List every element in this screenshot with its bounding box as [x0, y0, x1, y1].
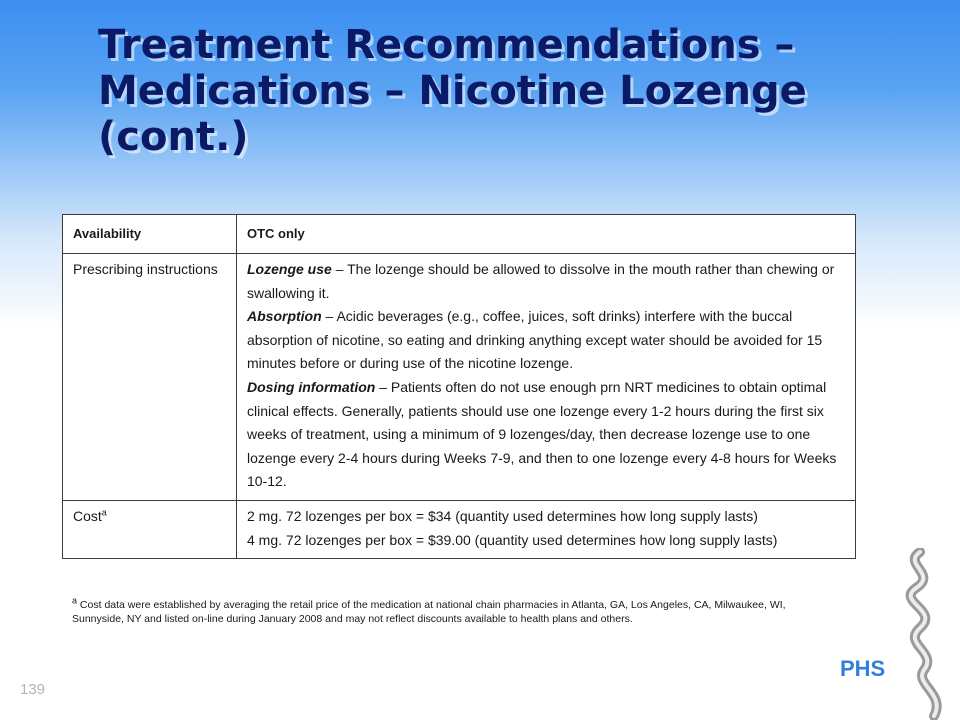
slide-title-line-3: (cont.)	[98, 114, 249, 160]
footnote-text: Cost data were established by averaging the retail price of the medication at national chain pharmacies in Atlanta, GA, Los Angeles, CA, Milwaukee, WI, Sunnyside, NY and listed on-line during January 2008 and may not reflect discounts available to health plans and others.	[72, 599, 786, 625]
dosing-text: – Patients often do not use enough prn NRT medicines to obtain optimal clinical effects. Generally, patients should use one lozenge every 1-2 hours during the first six weeks of treatment, using a minimum of 9 lozenges/day, then decrease lozenge use to one lozenge every 2-4 hours during Weeks 7-9, and then to one lozenge every 4-8 hours for Weeks 10-12.	[247, 378, 837, 490]
slide-title-line-2: Medications – Nicotine Lozenge	[98, 68, 807, 114]
table-row-prescribing	[63, 254, 856, 501]
prescribing-instructions	[237, 254, 856, 501]
page-number: 139	[20, 681, 46, 698]
slide-title	[98, 22, 918, 160]
absorption-heading: Absorption	[247, 308, 322, 325]
phs-logo-text: PHS	[840, 656, 886, 681]
availability-label: Availability	[63, 215, 237, 254]
slide-title-line-1: Treatment Recommendations –	[98, 22, 795, 68]
footnote-marker: a	[72, 595, 78, 606]
absorption-text: – Acidic beverages (e.g., coffee, juices, soft drinks) interfere with the buccal absorption of nicotine, so eating and drinking anything except water should be avoided for 15 minutes before or during use of the nicotine lozenge.	[247, 308, 823, 372]
lozenge-use-paragraph	[247, 258, 847, 305]
table-row-availability	[63, 215, 856, 254]
dosing-paragraph	[247, 376, 847, 494]
medication-table	[62, 214, 856, 559]
cost-line-4mg: 4 mg. 72 lozenges per box = $39.00 (quantity used determines how long supply lasts)	[247, 531, 778, 548]
cost-value	[237, 500, 856, 558]
table-row-cost	[63, 500, 856, 558]
prescribing-label: Prescribing instructions	[63, 254, 237, 501]
cost-line-2mg: 2 mg. 72 lozenges per box = $34 (quantity used determines how long supply lasts)	[247, 507, 758, 524]
absorption-paragraph	[247, 305, 847, 376]
phs-swoosh-icon	[880, 548, 960, 720]
dosing-heading: Dosing information	[247, 378, 376, 395]
footnote	[72, 595, 832, 626]
lozenge-use-heading: Lozenge use	[247, 261, 332, 277]
cost-label	[63, 500, 237, 558]
availability-value: OTC only	[237, 215, 856, 254]
lozenge-use-text: – The lozenge should be allowed to dissolve in the mouth rather than chewing or swallowing it.	[247, 261, 835, 301]
cost-label-text: Cost	[73, 507, 102, 524]
cost-footnote-marker: a	[101, 507, 107, 518]
